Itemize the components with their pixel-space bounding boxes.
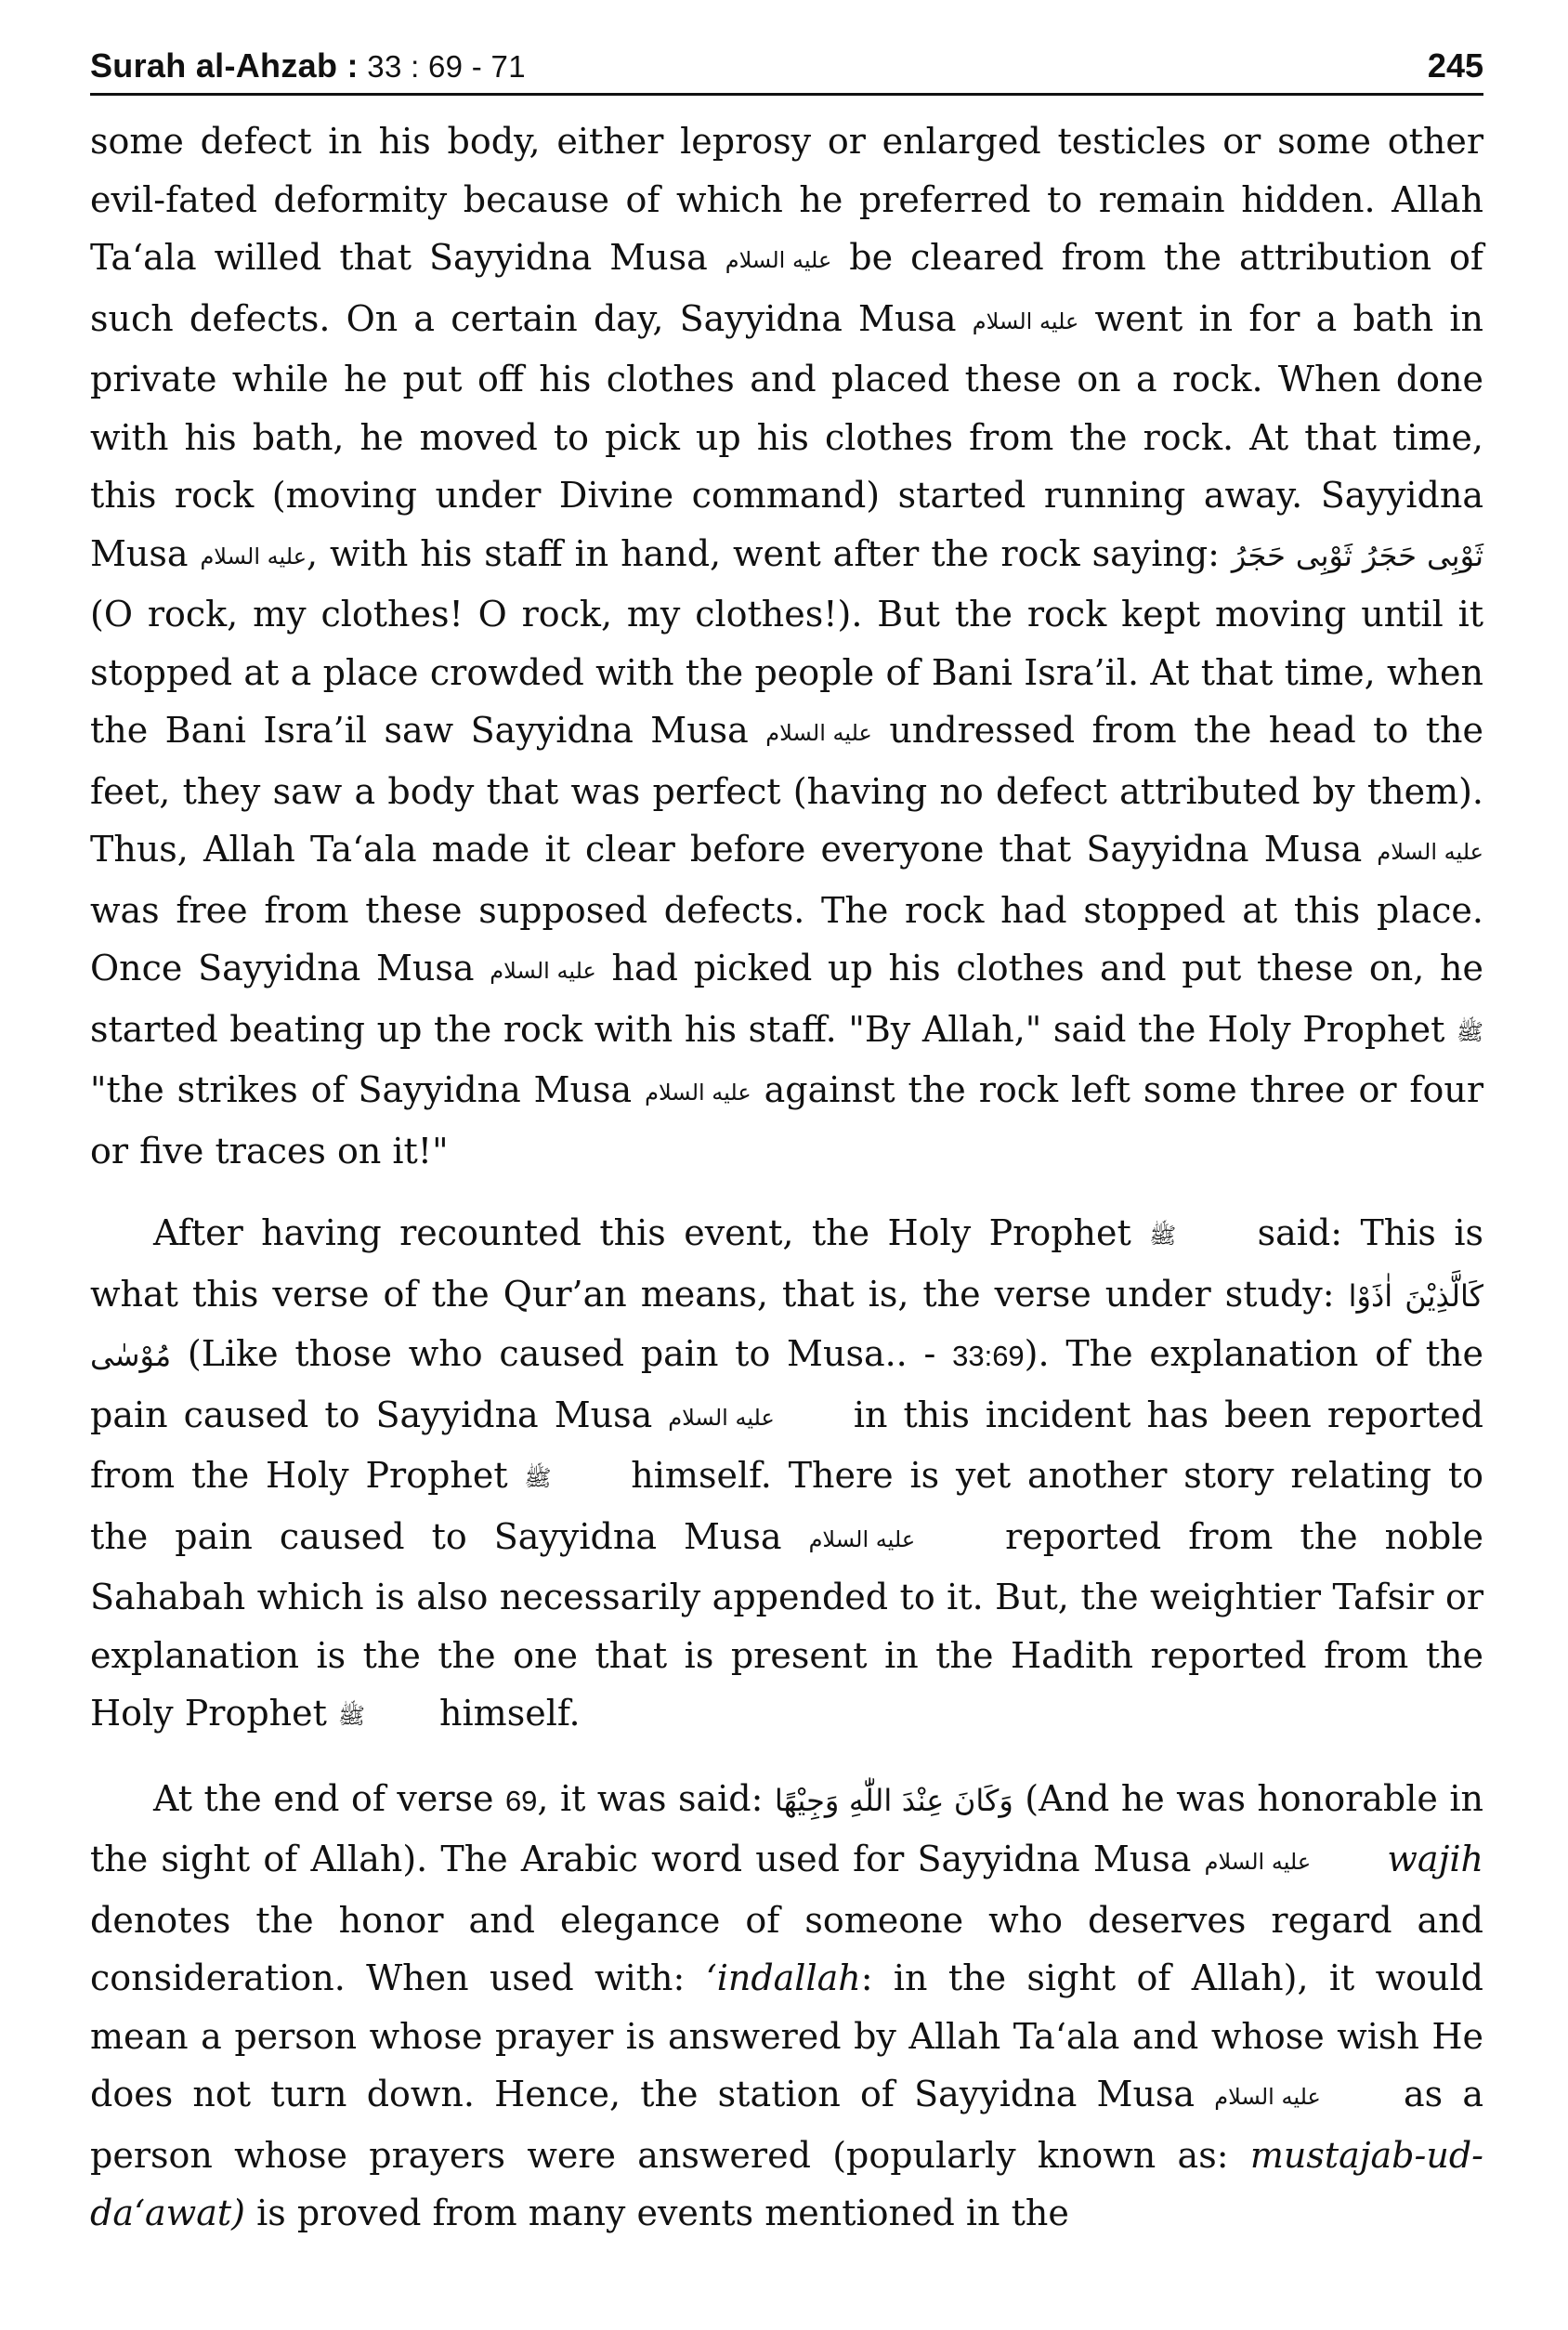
text-run: denotes the honor and elegance of someone who deserves regard and consideration. When used with:: [90, 1899, 1483, 1998]
text-run: reported from the noble Sahabah which is also necessarily appended to it. But, the weightier Tafsir or explanation is the the one that is present in the Hadith reported from the Holy Prophet: [90, 1515, 1483, 1734]
alayhis-salam-honorific: عليه السلام: [645, 1080, 751, 1106]
text-run: in this incident has been reported from the Holy Prophet: [90, 1394, 1483, 1496]
running-header: [90, 46, 1483, 96]
text-run: , it was said:: [537, 1777, 775, 1819]
text-run: At the end of verse: [153, 1777, 505, 1819]
verse-range: 33 : 69 - 71: [358, 49, 526, 84]
text-run: as a person whose prayers were answered (popularly known as:: [90, 2074, 1483, 2176]
verse-number: 69: [504, 1784, 538, 1817]
text-run: (Like those who caused pain to Musa.. -: [171, 1333, 953, 1374]
salla-allah-honorific: ﷺ: [1149, 1223, 1177, 1249]
salla-allah-honorific: ﷺ: [524, 1465, 552, 1491]
arabic-quote: ثَوْبِی حَجَرُ ثَوْبِی حَجَرُ: [1231, 537, 1484, 573]
salla-allah-honorific: ﷺ: [337, 1703, 365, 1729]
text-run: was free from these supposed defects. The rock had stopped at this place. Once Sayyidna Musa: [90, 889, 1483, 988]
text-run: undressed from the head to the feet, they saw a body that was perfect (having no defect attributed by them). Thus, Allah Ta‘ala made it clear before everyone that Sayyidna Musa: [90, 710, 1483, 870]
text-run: went in for a bath in private while he put off his clothes and placed these on a rock. When done with his bath, he moved to pick up his clothes from the rock. At that time, this rock (moving under Divine command) started running away. Sayyidna Musa: [90, 297, 1483, 574]
alayhis-salam-honorific: عليه السلام: [1214, 2084, 1321, 2110]
term-indallah: ‘indallah: [705, 1957, 861, 1998]
text-run: [1374, 1839, 1387, 1879]
page: [90, 46, 1483, 2243]
paragraph-3: [90, 1770, 1483, 2243]
alayhis-salam-honorific: عليه السلام: [808, 1525, 916, 1552]
alayhis-salam-honorific: عليه السلام: [200, 543, 307, 569]
text-run: had picked up his clothes and put these on, he started beating up the rock with his staff. "By Allah," said the Holy Prophet: [90, 948, 1483, 1050]
alayhis-salam-honorific: عليه السلام: [1377, 839, 1483, 865]
text-run: some defect in his body, either leprosy or enlarged testicles or some other evil-fated deformity because of which he preferred to remain hidden. Allah Ta‘ala willed that Sayyidna Musa: [90, 121, 1483, 278]
alayhis-salam-honorific: عليه السلام: [765, 720, 872, 746]
text-run: said: This is what this verse of the Qur’an means, that is, the verse under study:: [90, 1212, 1483, 1315]
alayhis-salam-honorific: عليه السلام: [490, 958, 596, 984]
body-text: [90, 112, 1483, 2243]
text-run: himself.: [427, 1693, 581, 1734]
term-wajih: wajih: [1387, 1839, 1483, 1879]
page-number: 245: [1427, 46, 1483, 85]
alayhis-salam-honorific: عليه السلام: [725, 247, 832, 273]
header-title: [90, 46, 526, 85]
paragraph-2: [90, 1204, 1483, 1746]
alayhis-salam-honorific: عليه السلام: [1204, 1849, 1312, 1875]
text-run: against the rock left some three or four or five traces on it!": [90, 1069, 1483, 1172]
text-run: After having recounted this event, the Holy Prophet: [153, 1212, 1150, 1253]
arabic-verse: وَكَانَ عِنْدَ اللّٰهِ وَجِيْهًا: [774, 1782, 1013, 1818]
text-run: "the strikes of Sayyidna Musa: [90, 1069, 646, 1110]
text-run: be cleared from the attribution of such defects. On a certain day, Sayyidna Musa: [90, 237, 1483, 339]
text-run: ). The explanation of the pain caused to Sayyidna Musa: [90, 1333, 1483, 1435]
verse-reference: 33:69: [952, 1340, 1025, 1372]
term-mustajab: mustajab-ud-da‘awat): [90, 2134, 1483, 2233]
arabic-verse: كَالَّذِيْنَ اٰذَوْا مُوْسٰى: [90, 1277, 1484, 1373]
surah-name: Surah al-Ahzab :: [90, 46, 359, 85]
text-run: himself. There is yet another story relating to the pain caused to Sayyidna Musa: [90, 1455, 1483, 1557]
text-run: , with his staff in hand, went after the rock saying:: [307, 532, 1232, 574]
text-run: is proved from many events mentioned in the: [245, 2193, 1069, 2233]
alayhis-salam-honorific: عليه السلام: [668, 1404, 775, 1431]
text-run: (O rock, my clothes! O rock, my clothes!). But the rock kept moving until it stopped at a place crowded with the people of Bani Isra’il. At that time, when the Bani Isra’il saw Sayyidna Musa: [90, 594, 1483, 751]
salla-allah-honorific: ﷺ: [1457, 1018, 1483, 1045]
text-run: (And he was honorable in the sight of Allah). The Arabic word used for Sayyidna Musa: [90, 1777, 1483, 1879]
alayhis-salam-honorific: عليه السلام: [972, 308, 1079, 334]
text-run: : in the sight of Allah), it would mean a person whose prayer is answered by Allah Ta‘ala and whose wish He does not turn down. Hence, the station of Sayyidna Musa: [90, 1957, 1483, 2114]
paragraph-1: [90, 112, 1483, 1180]
